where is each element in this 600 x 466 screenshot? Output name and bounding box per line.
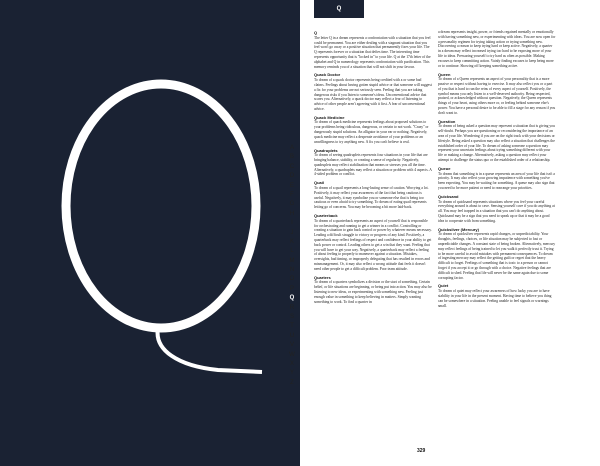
entry-text: To dream of a quarterback represents an aspect of yourself that is responsible for orchestrating and running to get a winner in a conflict. Controlling or creating a situation to gain back control or power by whatever means necessary. Leading a difficult struggle to victory or progress of any kind. Positively, a quarterback may reflect feelings of respect and confidence in your ability to get back power or control. Leading others to get a win that they want. Feeling that you will have to get your way. Negatively, a quarterback may reflect a feeling of about feeling to properly to maneuver against a situation. Mistakes, oversights, bad timing, or improperly delegating that has resulted in errors and mismanagement. Or, it may also reflect a wrong attitude that feels it doesn't need other people to get a difficult problem. Poor team attitude. <box>314 218 432 271</box>
alphabet-letter-o[interactable]: O <box>289 276 295 283</box>
entry-text: To dream of being asked a question may represent a situation that is giving you self-doubt. Perhaps you are questioning or reconsidering the importance of an area of your life. Wondering if you are on the right track with your decisions or lifestyle. Being asked a question may also reflect a situation that challenges the established order of your life. To dream of asking someone a question may represent your uncertain feelings about trying something different with your life or making a change. Alternatively, asking a question may reflect your attempt to challenge the status quo or the established order of a relationship. <box>438 124 555 163</box>
alphabet-letter-q[interactable]: Q <box>288 294 297 303</box>
letter-q-bowl <box>66 84 256 328</box>
dictionary-entry <box>438 72 556 116</box>
alphabet-letter-r[interactable]: R <box>289 304 295 311</box>
alphabet-letter-j[interactable]: J <box>290 229 294 236</box>
entry-text: The letter Q in a dream represents a confrontation with a situation that you feel could be permanent. You are either dealing with a stagnant situation that you feel won't go away or a positive situation that permanently fixes your life. The Q represents forever or a situation that defies time. The interesting time represents opportunity that is "locked in" to your life. Q at the 17th letter of the alphabet and Q in numerology represents confrontation with purification. This memory reminds you of a situation that will not shift in your favour. <box>314 35 431 69</box>
dictionary-entry <box>438 30 556 69</box>
entry-text: To dream of a quack doctor represents being credited with a or some bad claims. Feelings about having gotten stupid advice or that someone will suggest a fix for your problems are not seriously seen. Feeling that you are taking dangerous risks if you listen to someone's ideas. Unconventional advice that scares you. Alternatively, a quack doctor may reflect a fear of listening to advice of other people aren't agreeing with it first. A fear of unconventional advice. <box>314 78 432 111</box>
alphabet-letter-u[interactable]: U <box>289 332 295 339</box>
dictionary-entry <box>438 283 556 308</box>
entry-title: Quadruplets <box>314 147 338 153</box>
dictionary-entry <box>314 180 432 210</box>
dictionary-entry <box>314 72 432 111</box>
alphabet-letter-y[interactable]: Y <box>289 370 294 377</box>
entry-text: To dream of quicksand represents situations where you feel your careful everything around is about to cave. Sensing yourself cave if you do anything at all. You may feel trapped in a situation that you can't do anything about. Quicksand may be a sign that you need to speak up or that it may be a good idea to cooperate with from something. <box>438 199 555 223</box>
dictionary-entry <box>314 148 432 178</box>
entry-title: Quiet <box>438 283 449 289</box>
entry-text: To dream of quicksilver represents rapid changes, or unpredictability. Your thoughts, feelings, choices, or life situation may be subjected to fast or unpredictable changes. A constant state of being broken. Alternatively, mercury may reflect feelings of being trained to let you walk it perfectly trust it. Trying to be more careful to avoid mistakes with permanent consequences. To dream of ingesting mercury may reflect the getting guilt or regret that the heavy difficult to forget. Feelings of something that is toxic to a person or cannot forget if you accept it or go through with a choice. Negative feelings that are difficult to shed. Feeling that life will never be the same again due to some corrupting factor. <box>438 232 556 280</box>
column-right <box>438 30 556 450</box>
entry-text: a dream represents insight, power, or friends regained mentally or emotionally with having something new, or experimenting with ideas. You are now open for a personality regimen for trying taking action or trying something new. Discovering a reason to keep trying hard or keep active. Negatively, a quarter in a dream may reflect increased trying too hard to be exposing more of your life to ideas. Pressuring yourself to try hard as often as possible. Making excuses to keep committing action. Vainly finding excuses to keep being more or to continue. Showing off keeping something active. <box>438 30 556 68</box>
big-letter-q <box>58 78 264 378</box>
letter-tab: Q <box>314 0 364 18</box>
entry-text: To dream of a quail represents a long-lasting sense of caution. Worrying a lot. Positively, it may reflect your awareness of the fact that being cautious is useful. Negatively, it may symbolize you or someone else that is being too cautious or even afraid to try something. To dream of eating quail represents letting go of concerns. You may be becoming a bit more laid-back. <box>314 185 429 210</box>
alphabet-letter-b[interactable]: B <box>289 154 294 161</box>
page-number: 329 <box>417 448 426 454</box>
alphabet-letter-p[interactable]: P <box>289 285 294 292</box>
entry-title: Queue <box>438 165 451 171</box>
entry-title: Quack Doctor <box>314 72 341 78</box>
entry-title: Quicksilver (Mercury) <box>438 226 479 232</box>
entry-title: Quail <box>314 180 325 186</box>
column-left <box>314 30 432 450</box>
entry-text: To dream of quack medicine represents feelings about proposed solutions to your problems being ridiculous, dangerous, or certain to not work. "Crazy" or dangerously stupid solutions. An alligator in your ear or nothing. Negatively, quack medicine may reflect a desperate avoidance of your problems or an unwillingness to try anything new. A fix you can't believe is real. <box>314 120 429 144</box>
dictionary-page <box>300 0 600 466</box>
alphabet-letter-g[interactable]: G <box>289 201 295 208</box>
dictionary-entry <box>314 115 432 145</box>
dictionary-entry <box>438 119 556 163</box>
entry-text: To dream of a Queen represents an aspect of your personality that is a more passive or respect without having to exercise. It may also reflect you or a part of you that is hard to run the reins of every aspect of yourself. Positively, the symbol means you only listen to a well-deserved authority. Being respected, praised, or acknowledged without question. Negatively, the Queen represents things of your heart, using others more or, or feeling behind someone else's power. You have a personal desire to be able to fill a stage for any reason if you don't want to. <box>438 77 556 115</box>
entry-title: Quack Medicine <box>314 114 345 120</box>
entry-title: Quarters <box>314 274 331 280</box>
alphabet-letter-d[interactable]: D <box>289 173 295 180</box>
dictionary-entry <box>314 275 432 305</box>
alphabet-letter-c[interactable]: C <box>289 163 295 170</box>
letter-q-tail <box>158 328 262 372</box>
dictionary-entry <box>314 213 432 272</box>
alphabet-letter-a[interactable]: A <box>289 145 294 151</box>
alphabet-letter-m[interactable]: M <box>289 257 295 264</box>
alphabet-letter-t[interactable]: T <box>290 323 294 330</box>
alphabet-letter-s[interactable]: S <box>289 314 294 321</box>
alphabet-letter-n[interactable]: N <box>289 267 295 274</box>
dictionary-entry <box>438 227 556 281</box>
alphabet-letter-w[interactable]: W <box>289 351 295 358</box>
alphabet-letter-f[interactable]: F <box>290 191 294 198</box>
alphabet-letter-x[interactable]: X <box>289 360 294 367</box>
entry-title: Quarterback <box>314 213 338 218</box>
alphabet-letter-i[interactable]: I <box>291 220 293 227</box>
entry-text: To dream that something is in a queue represents an area of your life that isn't a priority. It may also reflect your growing impatience with something you've been expecting. You may be waiting for something. A queue may also sign that you need to be more patient or need to rearrange your priorities. <box>438 171 555 190</box>
entry-text: To dream of seeing quadruplets represents four situations in your life that are bringing balance, stability, or creating a sense of regularity. Negatively, quadruplets may reflect stabilization that means or stresses you all the time. Alternatively, a quadruplets may reflect a situation or problem with 4 aspects. A 4-sided problem or conflict. <box>314 153 432 177</box>
dictionary-entry <box>438 194 556 224</box>
alphabet-letter-h[interactable]: H <box>289 210 295 217</box>
alphabet-letter-k[interactable]: K <box>289 238 294 245</box>
entry-text: To dream of a quarters symbolizes a division or the start of something. Certain belief, or life situations are beginning, or being put into action. You may also be listening to new ideas, or experimenting with something new. Feeling just enough value in something to keep believing in matters. Simply wanting something to work. To find a quarter in <box>314 280 432 304</box>
entry-title: Question <box>438 118 456 124</box>
dictionary-entry <box>438 166 556 191</box>
alphabet-letter-v[interactable]: V <box>289 342 294 349</box>
alphabet-index <box>286 144 298 388</box>
entry-text: To dream of quiet may reflect your awareness of how lucky you are to have stability in your life in the present moment. Having time to believe you thing can be somewhere in a situation. Feeling unable to feel signals or warnings small. <box>438 289 552 308</box>
alphabet-letter-z[interactable]: Z <box>290 379 294 386</box>
entry-title: Quicksand <box>438 193 459 199</box>
entry-title: Queen <box>438 71 451 77</box>
entry-title: Q <box>314 30 318 35</box>
alphabet-letter-e[interactable]: E <box>289 182 294 189</box>
dictionary-entry <box>314 30 432 69</box>
alphabet-letter-l[interactable]: L <box>290 248 294 255</box>
